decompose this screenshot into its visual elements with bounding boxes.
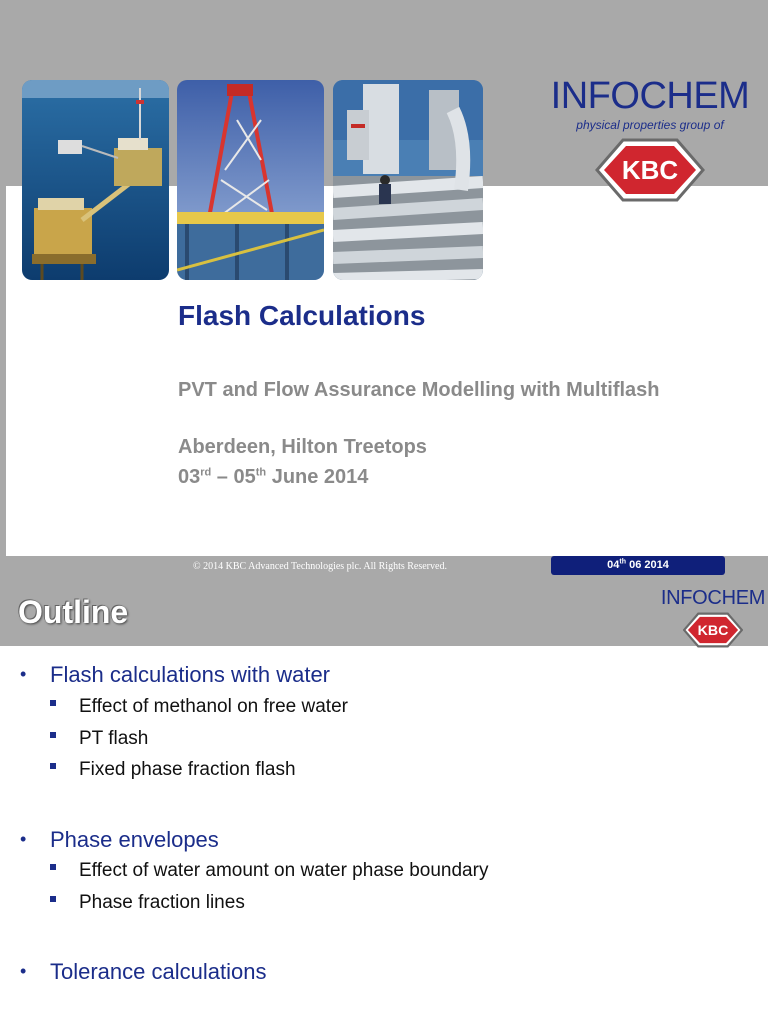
bullet-icon: • bbox=[20, 961, 27, 981]
event-venue: Aberdeen, Hilton Treetops bbox=[178, 436, 427, 458]
square-bullet-icon bbox=[50, 763, 56, 769]
kbc-logo-text: KBC bbox=[621, 155, 679, 185]
outline-slide bbox=[0, 576, 768, 1024]
presentation-title: Flash Calculations bbox=[178, 300, 426, 331]
outline-item: Effect of methanol on free water bbox=[50, 696, 348, 718]
infochem-wordmark-small: INFOCHEM bbox=[660, 587, 766, 609]
outline-section: • Flash calculations with water bbox=[20, 662, 331, 687]
offshore-platform-photo bbox=[22, 80, 169, 280]
brand-tagline: physical properties group of bbox=[576, 118, 724, 132]
square-bullet-icon bbox=[50, 732, 56, 738]
drilling-rig-photo bbox=[177, 80, 324, 280]
kbc-logo-small-icon bbox=[683, 612, 743, 648]
refinery-pipes-photo bbox=[333, 80, 483, 280]
kbc-logo-small-text: KBC bbox=[697, 622, 729, 639]
presentation-subtitle: PVT and Flow Assurance Modelling with Multiflash bbox=[178, 379, 660, 401]
outline-section: • Tolerance calculations bbox=[20, 959, 267, 984]
outline-title: Outline bbox=[18, 594, 129, 630]
event-dates: 03rd – 05th June 2014 bbox=[178, 466, 369, 488]
kbc-logo-icon bbox=[595, 138, 705, 202]
outline-item: Fixed phase fraction flash bbox=[50, 759, 296, 781]
infochem-wordmark: INFOCHEM bbox=[550, 75, 750, 117]
slide-date-badge: 04th 06 2014 bbox=[551, 556, 725, 575]
square-bullet-icon bbox=[50, 896, 56, 902]
copyright-notice: © 2014 KBC Advanced Technologies plc. All Rights Reserved. bbox=[193, 561, 447, 572]
bullet-icon: • bbox=[20, 829, 27, 849]
outline-item: PT flash bbox=[50, 728, 148, 750]
bullet-icon: • bbox=[20, 664, 27, 684]
infochem-brand-small bbox=[658, 586, 768, 648]
square-bullet-icon bbox=[50, 864, 56, 870]
outline-section: • Phase envelopes bbox=[20, 827, 219, 852]
infochem-brand bbox=[550, 74, 750, 202]
square-bullet-icon bbox=[50, 700, 56, 706]
outline-item: Phase fraction lines bbox=[50, 892, 245, 914]
outline-item: Effect of water amount on water phase boundary bbox=[50, 860, 488, 882]
